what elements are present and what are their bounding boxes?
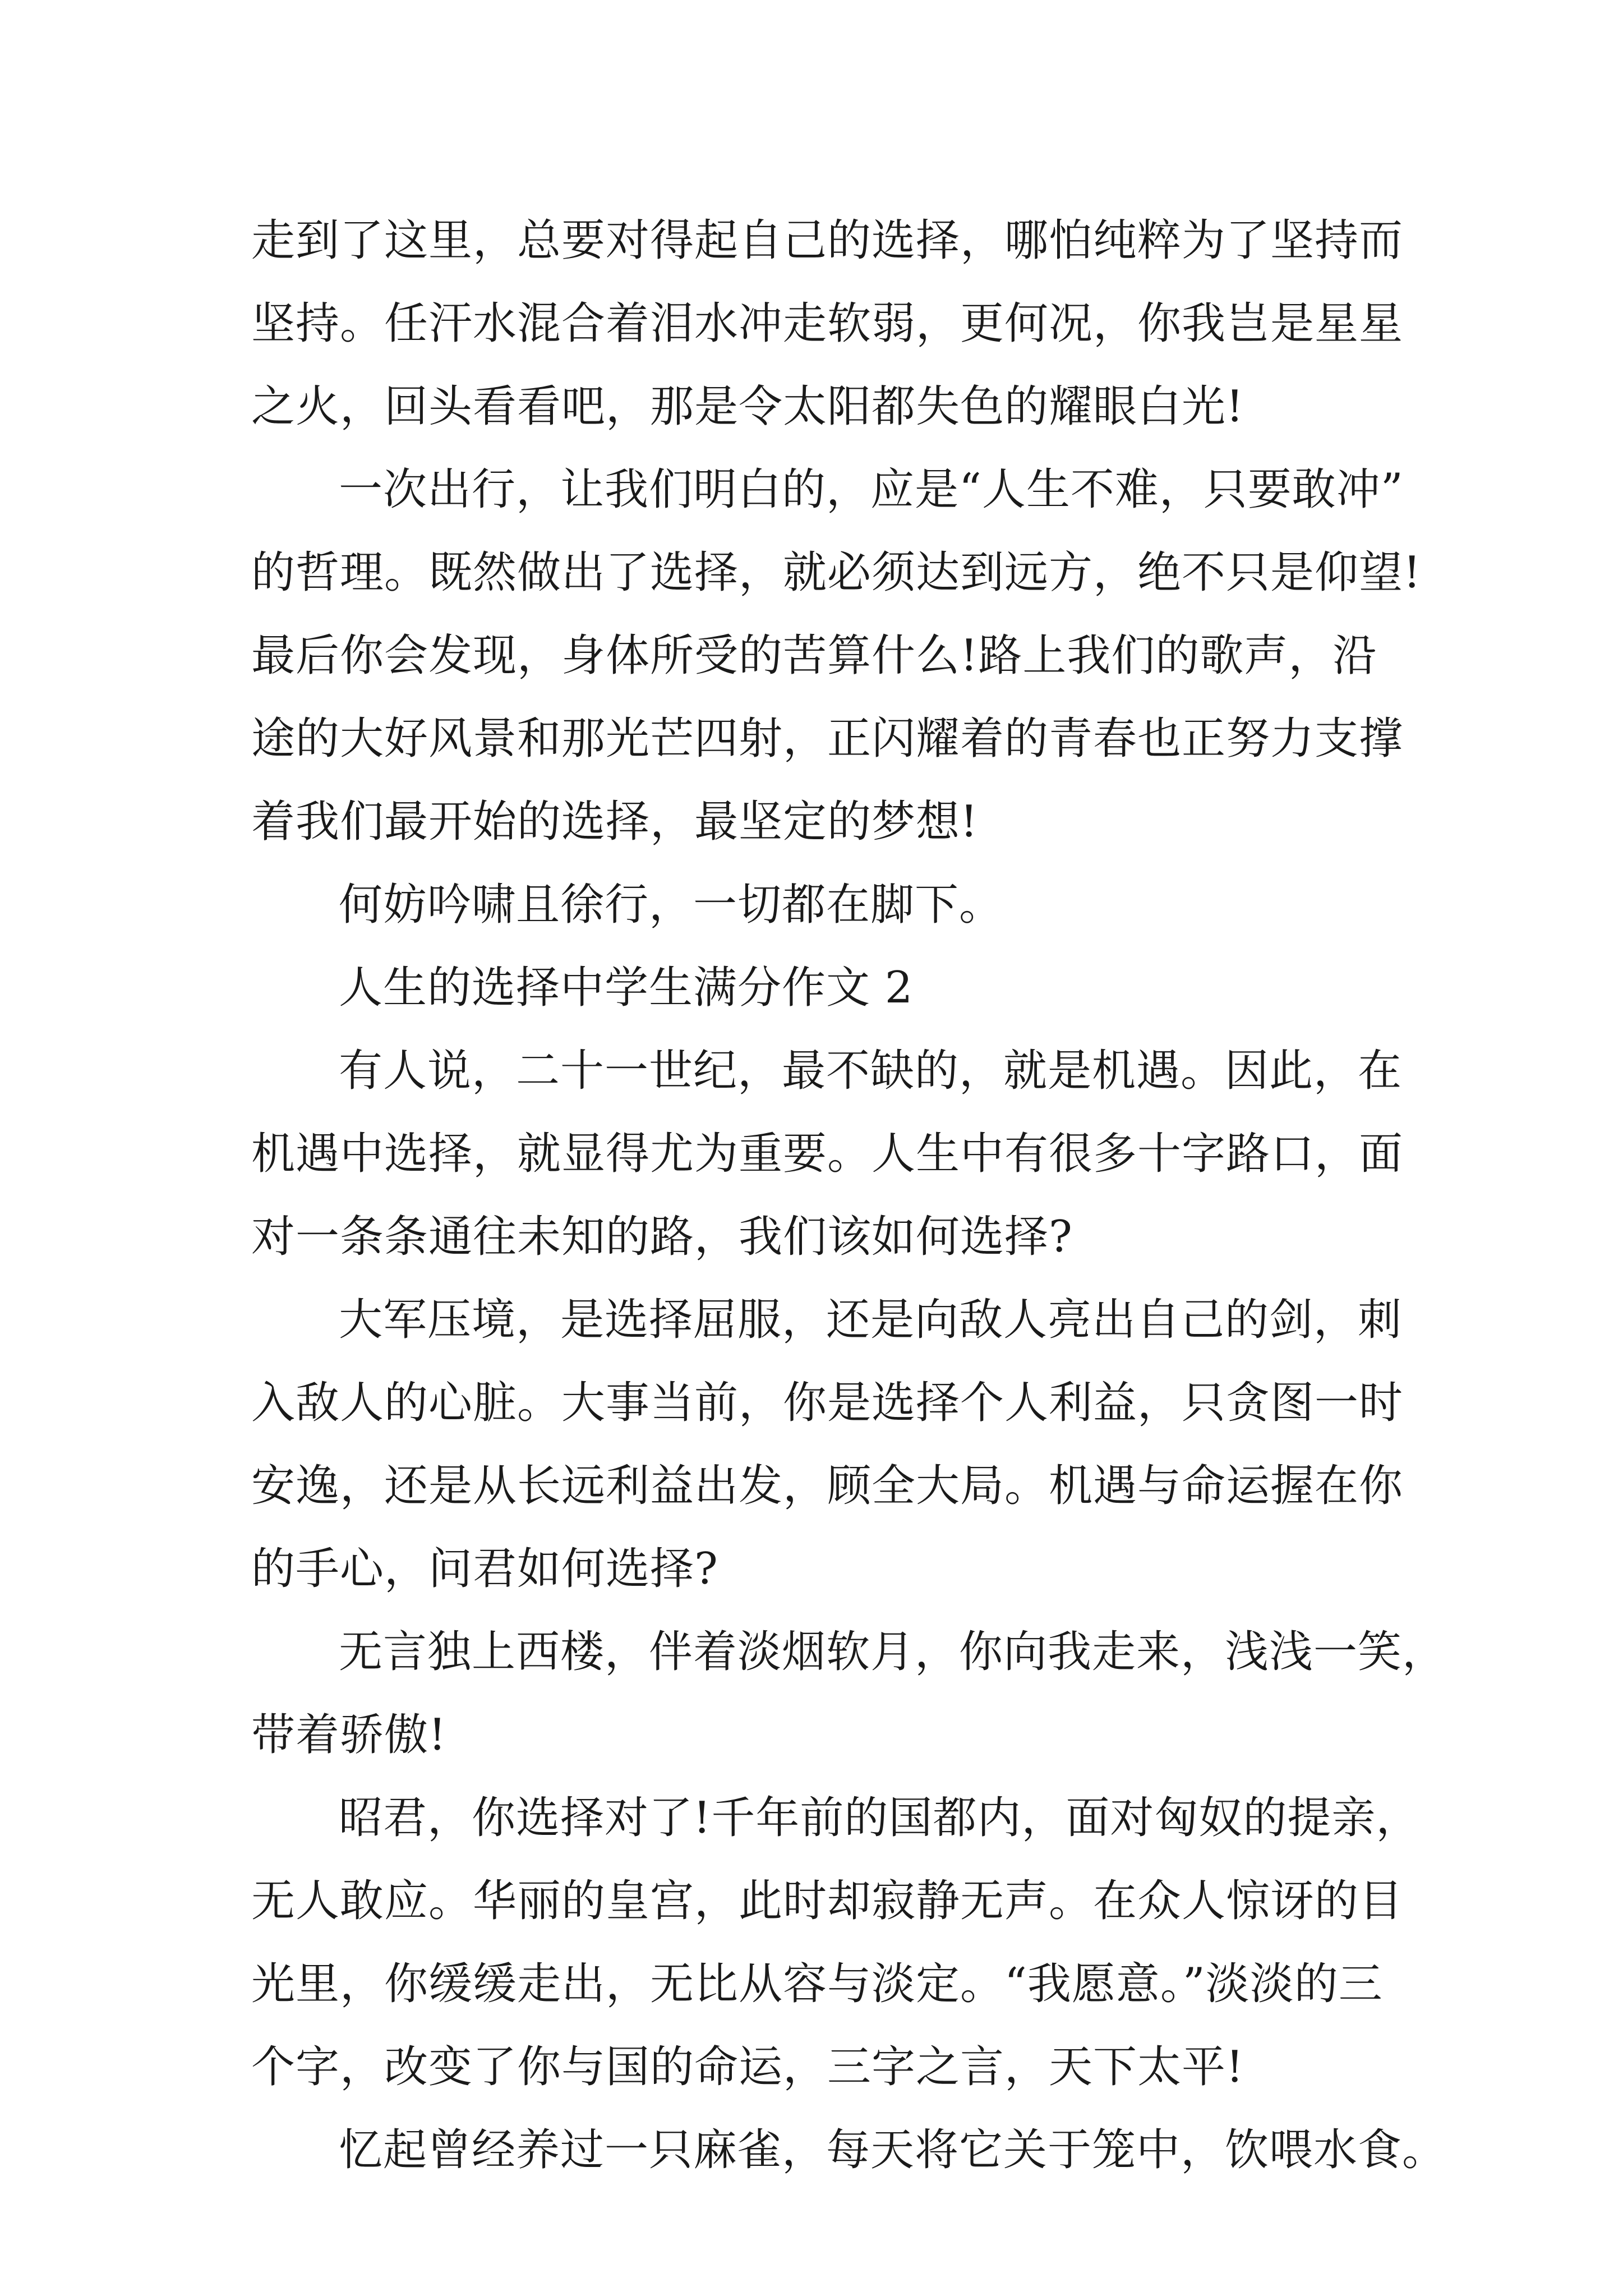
- text-line: 着我们最开始的选择，最坚定的梦想!: [251, 797, 979, 847]
- text-line: 无言独上西楼，伴着淡烟软月，你向我走来，浅浅一笑，: [339, 1627, 1447, 1677]
- text-line: 的哲理。既然做出了选择，就必须达到远方，绝不只是仰望!: [251, 547, 1422, 598]
- text-line: 走到了这里，总要对得起自己的选择，哪怕纯粹为了坚持而: [251, 215, 1404, 266]
- text-line: 有人说，二十一世纪，最不缺的，就是机遇。因此，在: [339, 1046, 1403, 1096]
- text-line: 一次出行，让我们明白的，应是“人生不难，只要敢冲”: [339, 464, 1404, 515]
- text-line: 入敌人的心脏。大事当前，你是选择个人利益，只贪图一时: [251, 1378, 1404, 1428]
- text-line: 何妨吟啸且徐行，一切都在脚下。: [339, 880, 1004, 930]
- text-line: 昭君，你选择对了!千年前的国都内，面对匈奴的提亲，: [339, 1793, 1421, 1843]
- text-line: 对一条条通往未知的路，我们该如何选择?: [251, 1212, 1073, 1262]
- essay-heading: 人生的选择中学生满分作文 2: [339, 963, 914, 1013]
- text-line: 最后你会发现，身体所受的苦算什么!路上我们的歌声，沿: [251, 631, 1377, 681]
- text-line: 途的大好风景和那光芒四射，正闪耀着的青春也正努力支撑: [251, 714, 1404, 764]
- text-line: 大军压境，是选择屈服，还是向敌人亮出自己的剑，刺: [339, 1295, 1403, 1345]
- text-line: 坚持。任汗水混合着泪水冲走软弱，更何况，你我岂是星星: [251, 298, 1404, 349]
- text-line: 安逸，还是从长远利益出发，顾全大局。机遇与命运握在你: [251, 1461, 1404, 1511]
- text-line: 机遇中选择，就显得尤为重要。人生中有很多十字路口，面: [251, 1129, 1404, 1179]
- text-line: 光里，你缓缓走出，无比从容与淡定。“我愿意。”淡淡的三: [251, 1959, 1383, 2009]
- text-line: 的手心，问君如何选择?: [251, 1544, 718, 1594]
- text-line: 带着骄傲!: [251, 1710, 447, 1760]
- text-line: 个字，改变了你与国的命运，三字之言，天下太平!: [251, 2042, 1244, 2092]
- essay-body: [251, 199, 1447, 2192]
- text-line: 无人敢应。华丽的皇宫，此时却寂静无声。在众人惊讶的目: [251, 1876, 1404, 1926]
- text-line: 忆起曾经养过一只麻雀，每天将它关于笼中，饮喂水食。: [339, 2125, 1447, 2175]
- text-line: 之火，回头看看吧，那是令太阳都失色的耀眼白光!: [251, 381, 1244, 432]
